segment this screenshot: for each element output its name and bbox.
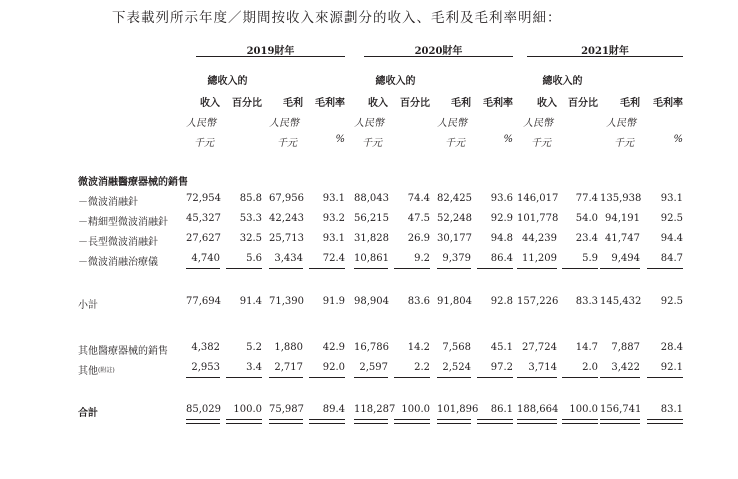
total-double-rule bbox=[562, 419, 598, 424]
table-cell: 97.2 bbox=[490, 362, 513, 373]
table-cell: 86.1 bbox=[490, 404, 513, 415]
unit-percent-label: % bbox=[503, 134, 513, 145]
row-label: 合計 bbox=[78, 408, 98, 419]
subtotal-rule bbox=[562, 377, 598, 378]
table-cell: 77,694 bbox=[186, 296, 221, 307]
subtotal-rule bbox=[437, 268, 471, 269]
subtotal-rule bbox=[600, 268, 640, 269]
share-of-total-label: 總收入的 bbox=[375, 76, 416, 87]
row-label: 其他$^{(附註)}$ bbox=[78, 366, 115, 377]
table-cell: 1,880 bbox=[274, 342, 303, 353]
subtotal-rule bbox=[309, 268, 345, 269]
table-cell: 3,422 bbox=[611, 362, 640, 373]
table-cell: 93.6 bbox=[490, 193, 513, 204]
unit-rmb-label: 人民幣 bbox=[269, 118, 299, 129]
subtotal-rule bbox=[226, 268, 262, 269]
table-cell: 25,713 bbox=[269, 233, 304, 244]
table-cell: 75,987 bbox=[269, 404, 304, 415]
table-cell: 85,029 bbox=[186, 404, 221, 415]
note-marker: (附註) bbox=[98, 367, 115, 374]
table-cell: 145,432 bbox=[600, 296, 642, 307]
table-cell: 72,954 bbox=[186, 193, 221, 204]
table-cell: 54.0 bbox=[575, 213, 598, 224]
intro-text: 下表載列所示年度／期間按收入來源劃分的收入、毛利及毛利率明細： bbox=[112, 10, 562, 26]
table-cell: 101,778 bbox=[517, 213, 559, 224]
row-label: 小計 bbox=[78, 300, 98, 311]
table-cell: 83.1 bbox=[660, 404, 683, 415]
table-cell: 67,956 bbox=[269, 193, 304, 204]
table-cell: 10,861 bbox=[354, 253, 389, 264]
total-double-rule bbox=[394, 419, 430, 424]
percentage-header: 百分比 bbox=[568, 98, 598, 109]
unit-rmb-label: 人民幣 bbox=[354, 118, 384, 129]
table-cell: 77.4 bbox=[575, 193, 598, 204]
table-cell: 56,215 bbox=[354, 213, 389, 224]
unit-percent-label: % bbox=[673, 134, 683, 145]
table-cell: 91.4 bbox=[239, 296, 262, 307]
subtotal-rule bbox=[647, 268, 683, 269]
table-cell: 45,327 bbox=[186, 213, 221, 224]
gross-profit-header: 毛利 bbox=[283, 98, 303, 109]
revenue-header: 收入 bbox=[368, 98, 388, 109]
table-cell: 74.4 bbox=[407, 193, 430, 204]
table-cell: 2,597 bbox=[359, 362, 388, 373]
unit-thousand-label: 千元 bbox=[194, 138, 214, 149]
table-cell: 42,243 bbox=[269, 213, 304, 224]
table-cell: 2,717 bbox=[274, 362, 303, 373]
table-cell: 92.0 bbox=[322, 362, 345, 373]
table-cell: 100.0 bbox=[233, 404, 262, 415]
table-cell: 84.7 bbox=[660, 253, 683, 264]
year-rule bbox=[364, 56, 513, 57]
table-cell: 83.6 bbox=[407, 296, 430, 307]
table-cell: 100.0 bbox=[569, 404, 598, 415]
table-cell: 157,226 bbox=[517, 296, 559, 307]
percentage-header: 百分比 bbox=[232, 98, 262, 109]
table-cell: 2,953 bbox=[191, 362, 220, 373]
table-cell: 9,379 bbox=[442, 253, 471, 264]
table-cell: 2,524 bbox=[442, 362, 471, 373]
table-cell: 72.4 bbox=[322, 253, 345, 264]
table-cell: 135,938 bbox=[600, 193, 642, 204]
row-label: －微波消融治療儀 bbox=[78, 257, 158, 268]
revenue-header: 收入 bbox=[200, 98, 220, 109]
year-rule bbox=[527, 56, 683, 57]
subtotal-rule bbox=[437, 377, 471, 378]
table-cell: 93.1 bbox=[660, 193, 683, 204]
table-cell: 30,177 bbox=[437, 233, 472, 244]
table-cell: 16,786 bbox=[354, 342, 389, 353]
subtotal-rule bbox=[309, 377, 345, 378]
unit-rmb-label: 人民幣 bbox=[437, 118, 467, 129]
year-rule bbox=[196, 56, 345, 57]
table-cell: 45.1 bbox=[490, 342, 513, 353]
subtotal-rule bbox=[647, 377, 683, 378]
gross-margin-header: 毛利率 bbox=[315, 98, 345, 109]
table-cell: 82,425 bbox=[437, 193, 472, 204]
table-cell: 14.7 bbox=[575, 342, 598, 353]
subtotal-rule bbox=[562, 268, 598, 269]
table-cell: 2.2 bbox=[414, 362, 430, 373]
table-cell: 4,382 bbox=[191, 342, 220, 353]
subtotal-rule bbox=[517, 377, 557, 378]
table-cell: 31,828 bbox=[354, 233, 389, 244]
subtotal-rule bbox=[269, 377, 303, 378]
table-cell: 85.8 bbox=[239, 193, 262, 204]
table-cell: 3.4 bbox=[246, 362, 262, 373]
row-label: 微波消融醫療器械的銷售 bbox=[78, 177, 188, 188]
subtotal-rule bbox=[477, 268, 513, 269]
unit-thousand-label: 千元 bbox=[614, 138, 634, 149]
table-cell: 44,239 bbox=[522, 233, 557, 244]
table-cell: 88,043 bbox=[354, 193, 389, 204]
gross-margin-header: 毛利率 bbox=[653, 98, 683, 109]
subtotal-rule bbox=[477, 377, 513, 378]
table-cell: 118,287 bbox=[354, 404, 396, 415]
table-cell: 52,248 bbox=[437, 213, 472, 224]
table-cell: 14.2 bbox=[407, 342, 430, 353]
table-cell: 98,904 bbox=[354, 296, 389, 307]
revenue-header: 收入 bbox=[537, 98, 557, 109]
subtotal-rule bbox=[394, 268, 430, 269]
unit-thousand-label: 千元 bbox=[531, 138, 551, 149]
table-cell: 92.5 bbox=[660, 213, 683, 224]
table-cell: 91,804 bbox=[437, 296, 472, 307]
gross-profit-header: 毛利 bbox=[451, 98, 471, 109]
table-cell: 89.4 bbox=[322, 404, 345, 415]
table-cell: 26.9 bbox=[407, 233, 430, 244]
table-cell: 11,209 bbox=[522, 253, 557, 264]
table-cell: 5.2 bbox=[246, 342, 262, 353]
unit-percent-label: % bbox=[335, 134, 345, 145]
table-cell: 53.3 bbox=[239, 213, 262, 224]
table-cell: 188,664 bbox=[517, 404, 559, 415]
table-cell: 3,434 bbox=[274, 253, 303, 264]
year-header: 2021財年 bbox=[581, 46, 629, 57]
total-double-rule bbox=[309, 419, 345, 424]
table-cell: 7,887 bbox=[611, 342, 640, 353]
table-cell: 42.9 bbox=[322, 342, 345, 353]
table-cell: 100.0 bbox=[401, 404, 430, 415]
unit-thousand-label: 千元 bbox=[277, 138, 297, 149]
row-label: －長型微波消融針 bbox=[78, 237, 158, 248]
table-cell: 4,740 bbox=[191, 253, 220, 264]
table-cell: 91.9 bbox=[322, 296, 345, 307]
table-cell: 5.9 bbox=[582, 253, 598, 264]
table-cell: 94.8 bbox=[490, 233, 513, 244]
table-cell: 28.4 bbox=[660, 342, 683, 353]
table-cell: 47.5 bbox=[407, 213, 430, 224]
table-cell: 27,724 bbox=[522, 342, 557, 353]
total-double-rule bbox=[269, 419, 303, 424]
unit-thousand-label: 千元 bbox=[362, 138, 382, 149]
total-double-rule bbox=[477, 419, 513, 424]
total-double-rule bbox=[647, 419, 683, 424]
subtotal-rule bbox=[600, 377, 640, 378]
total-double-rule bbox=[354, 419, 388, 424]
total-double-rule bbox=[517, 419, 557, 424]
table-cell: 101,896 bbox=[437, 404, 479, 415]
percentage-header: 百分比 bbox=[400, 98, 430, 109]
table-cell: 156,741 bbox=[600, 404, 642, 415]
share-of-total-label: 總收入的 bbox=[542, 76, 583, 87]
table-cell: 23.4 bbox=[575, 233, 598, 244]
table-cell: 92.1 bbox=[660, 362, 683, 373]
subtotal-rule bbox=[226, 377, 262, 378]
table-cell: 71,390 bbox=[269, 296, 304, 307]
row-label: 其他醫療器械的銷售 bbox=[78, 346, 168, 357]
year-header: 2019財年 bbox=[246, 46, 295, 57]
subtotal-rule bbox=[394, 377, 430, 378]
table-cell: 41,747 bbox=[605, 233, 640, 244]
table-cell: 27,627 bbox=[186, 233, 221, 244]
total-double-rule bbox=[437, 419, 471, 424]
table-cell: 9.2 bbox=[414, 253, 430, 264]
table-cell: 92.5 bbox=[660, 296, 683, 307]
row-label: －精細型微波消融針 bbox=[78, 217, 168, 228]
unit-rmb-label: 人民幣 bbox=[606, 118, 636, 129]
unit-rmb-label: 人民幣 bbox=[186, 118, 216, 129]
table-cell: 83.3 bbox=[575, 296, 598, 307]
table-cell: 3,714 bbox=[528, 362, 557, 373]
gross-profit-header: 毛利 bbox=[620, 98, 640, 109]
year-header: 2020財年 bbox=[414, 46, 463, 57]
table-cell: 7,568 bbox=[442, 342, 471, 353]
gross-margin-header: 毛利率 bbox=[483, 98, 513, 109]
table-cell: 92.8 bbox=[490, 296, 513, 307]
table-cell: 9,494 bbox=[611, 253, 640, 264]
table-cell: 32.5 bbox=[239, 233, 262, 244]
share-of-total-label: 總收入的 bbox=[207, 76, 248, 87]
table-cell: 94,191 bbox=[605, 213, 640, 224]
table-cell: 93.1 bbox=[322, 193, 345, 204]
subtotal-rule bbox=[354, 377, 388, 378]
table-cell: 93.1 bbox=[322, 233, 345, 244]
subtotal-rule bbox=[269, 268, 303, 269]
unit-thousand-label: 千元 bbox=[445, 138, 465, 149]
table-cell: 92.9 bbox=[490, 213, 513, 224]
total-double-rule bbox=[186, 419, 220, 424]
table-cell: 5.6 bbox=[246, 253, 262, 264]
subtotal-rule bbox=[354, 268, 388, 269]
unit-rmb-label: 人民幣 bbox=[523, 118, 553, 129]
table-cell: 2.0 bbox=[582, 362, 598, 373]
subtotal-rule bbox=[186, 377, 220, 378]
table-cell: 94.4 bbox=[660, 233, 683, 244]
subtotal-rule bbox=[517, 268, 557, 269]
table-cell: 146,017 bbox=[517, 193, 559, 204]
subtotal-rule bbox=[186, 268, 220, 269]
row-label: －微波消融針 bbox=[78, 197, 138, 208]
total-double-rule bbox=[600, 419, 640, 424]
total-double-rule bbox=[226, 419, 262, 424]
table-cell: 86.4 bbox=[490, 253, 513, 264]
table-cell: 93.2 bbox=[322, 213, 345, 224]
